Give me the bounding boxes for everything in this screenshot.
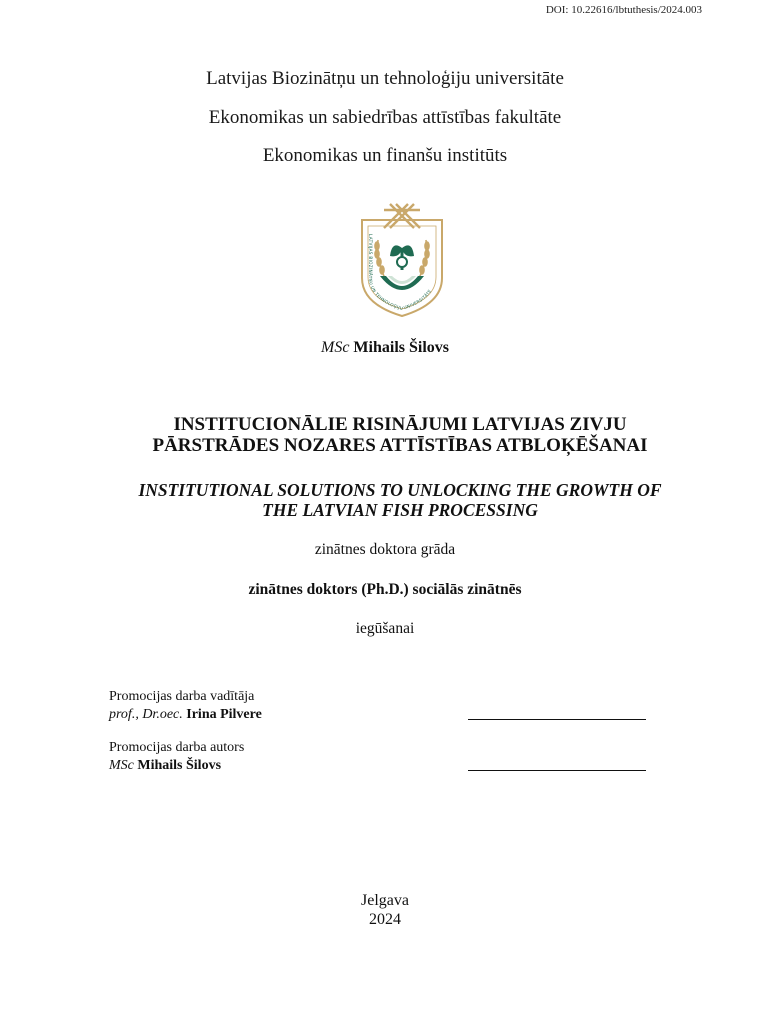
thesis-author-line: [109, 757, 244, 775]
author-signature-line: [468, 770, 646, 771]
title-english-line1: INSTITUTIONAL SOLUTIONS TO UNLOCKING THE GROWTH OF: [138, 480, 662, 500]
author-degree: MSc: [320, 339, 350, 356]
supervisor-block: [109, 688, 262, 724]
place-city: Jelgava: [361, 892, 409, 909]
thesis-author-name: Mihails Šilovs: [137, 758, 222, 773]
supervisor-name: Irina Pilvere: [186, 707, 262, 722]
degree-outro: iegūšanai: [355, 620, 415, 637]
institute-name: Ekonomikas un finanšu institūts: [262, 145, 508, 166]
thesis-author-role: Promocijas darba autors: [109, 740, 245, 755]
faculty-name: Ekonomikas un sabiedrības attīstības fakultāte: [208, 107, 562, 128]
title-latvian: [100, 414, 700, 456]
supervisor-role: Promocijas darba vadītāja: [109, 689, 255, 704]
svg-text:LATVIJAS BIOZINĀTŅU UN TEHNOLO: LATVIJAS BIOZINĀTŅU UN TEHNOLOĢIJU UNIVERSITĀTE: [367, 234, 433, 312]
author-name: Mihails Šilovs: [353, 339, 449, 356]
title-english-line2: THE LATVIAN FISH PROCESSING: [262, 500, 538, 520]
doi-text: DOI: 10.22616/lbtuthesis/2024.003: [545, 4, 702, 16]
author-header: [0, 339, 770, 357]
university-name: Latvijas Biozinātņu un tehnoloģiju universitāte: [206, 68, 564, 89]
thesis-author-block: [109, 739, 244, 775]
title-latvian-line1: INSTITUCIONĀLIE RISINĀJUMI LATVIJAS ZIVJU: [173, 414, 627, 435]
title-latvian-line2: PĀRSTRĀDES NOZARES ATTĪSTĪBAS ATBLOĶĒŠANAI: [152, 435, 648, 456]
degree-intro: zinātnes doktora grāda: [314, 541, 456, 558]
supervisor-line: [109, 706, 262, 724]
supervisor-degree: prof., Dr.oec.: [109, 707, 183, 722]
degree-name: zinātnes doktors (Ph.D.) sociālās zinātnēs: [248, 581, 522, 598]
place-block: [0, 891, 770, 929]
thesis-author-degree: MSc: [109, 758, 134, 773]
title-english: [100, 480, 700, 520]
supervisor-signature-line: [468, 719, 646, 720]
place-year: 2024: [369, 911, 401, 928]
university-logo: [356, 200, 448, 318]
